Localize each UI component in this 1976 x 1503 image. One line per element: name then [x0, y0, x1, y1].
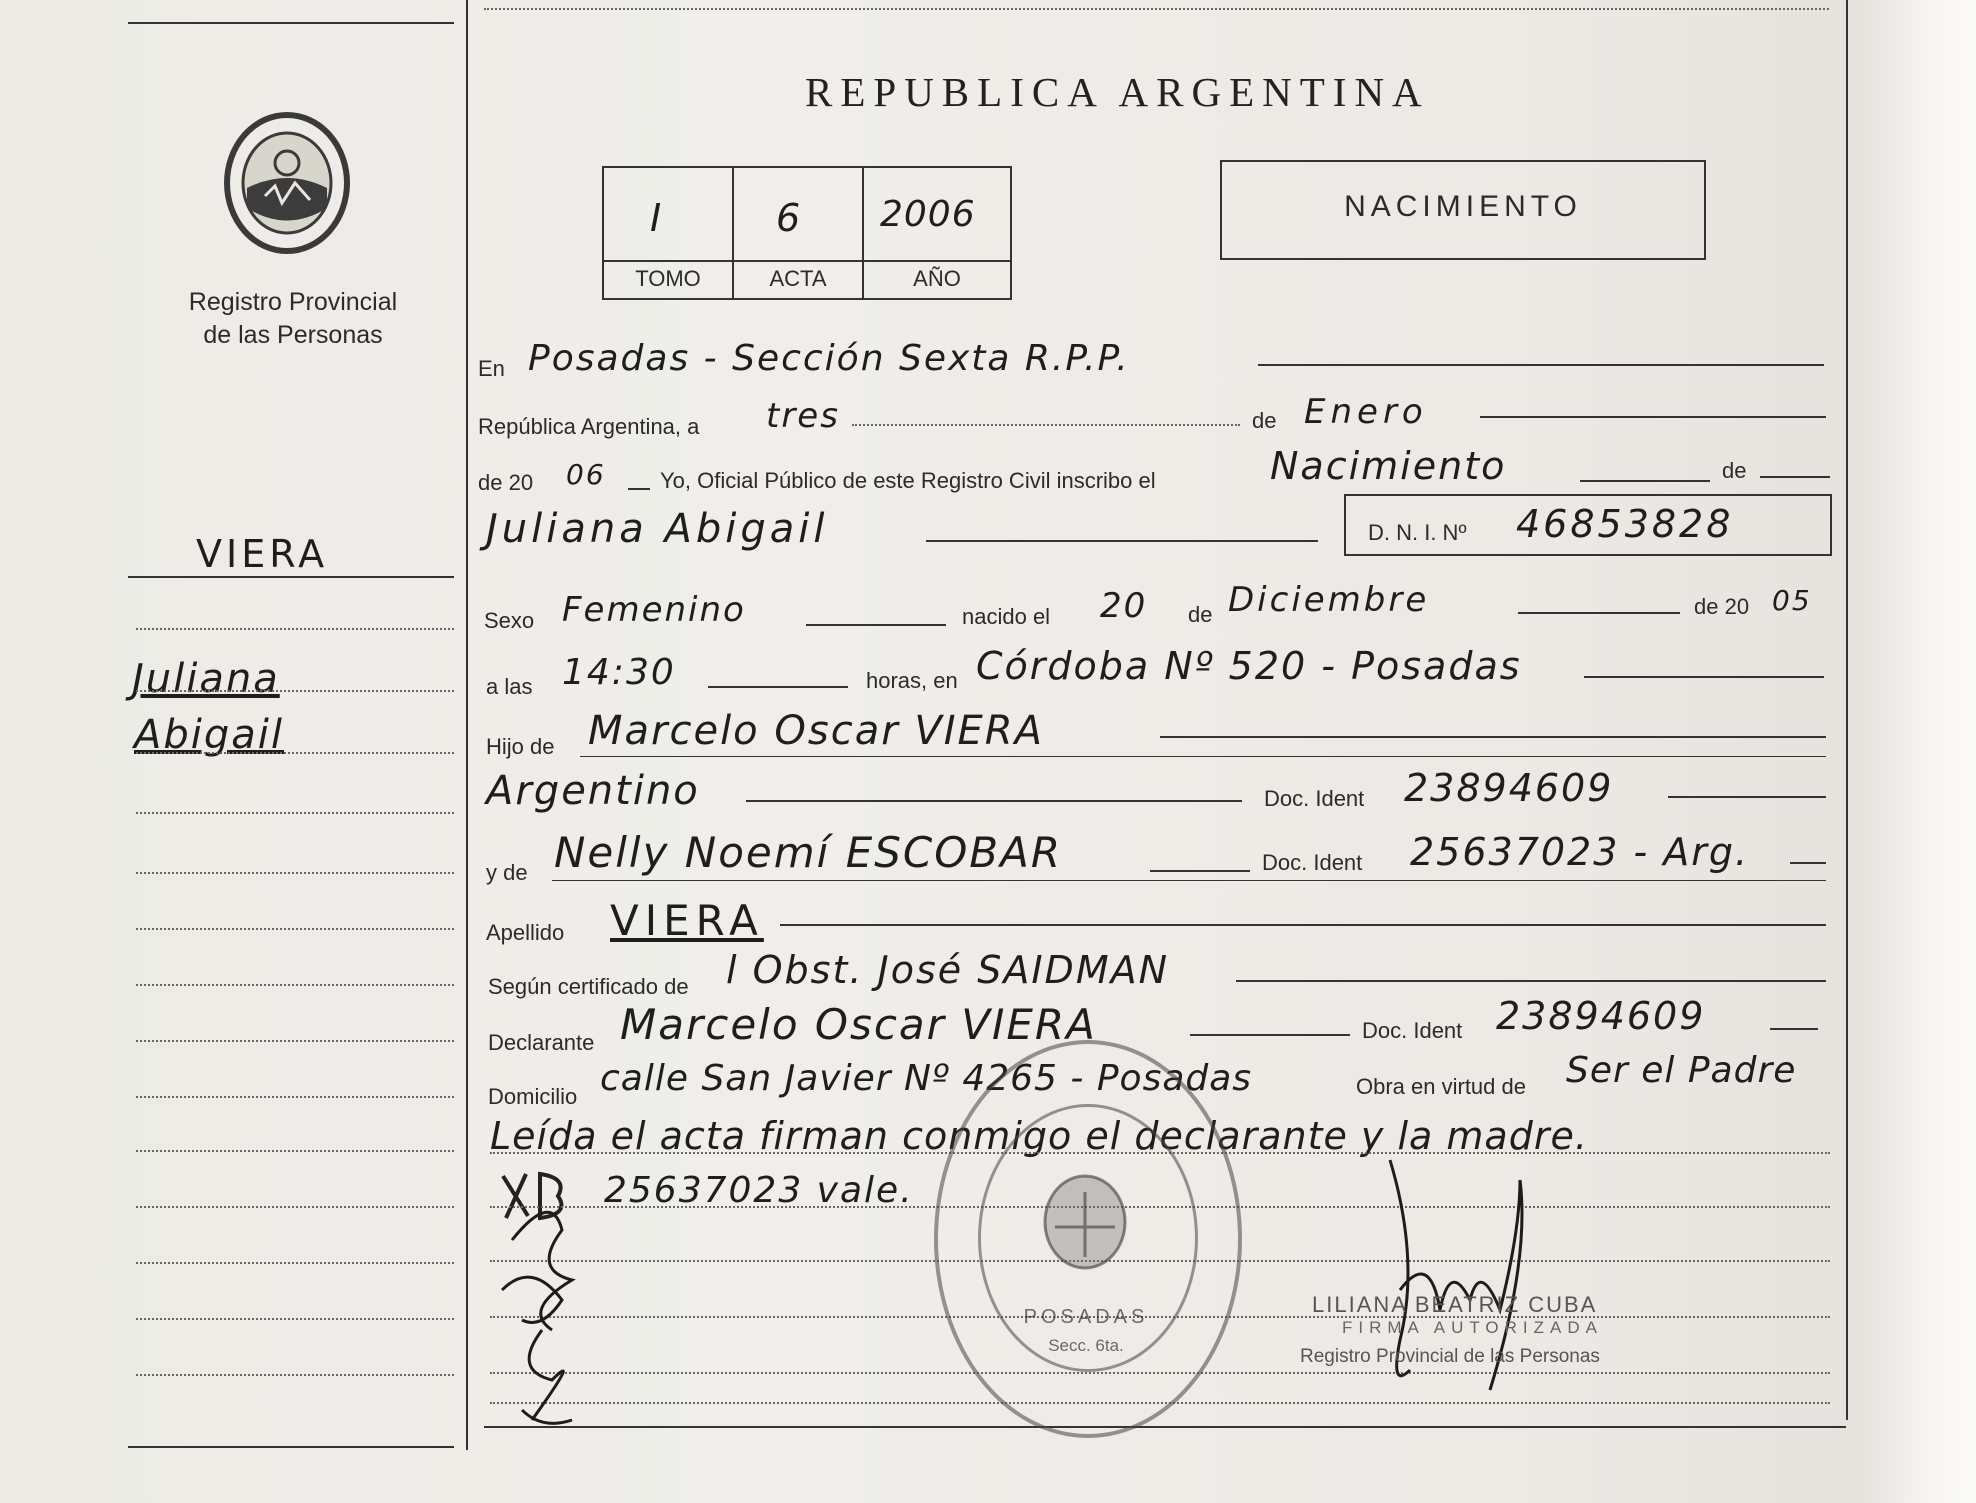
- value-nombre: Juliana Abigail: [486, 506, 829, 552]
- stamp-city: POSADAS: [1023, 1306, 1149, 1328]
- value-domicilio: calle San Javier Nº 4265 - Posadas: [600, 1058, 1253, 1099]
- label-hijo-de: Hijo de: [486, 734, 555, 759]
- left-top-rule: [128, 22, 454, 24]
- authorized-signature-icon: [1370, 1140, 1550, 1410]
- value-sexo: Femenino: [562, 590, 746, 630]
- label-de: de: [1252, 408, 1277, 433]
- line-12-end: [1770, 1028, 1818, 1030]
- margin-bottom-rule: [128, 1446, 454, 1448]
- top-dotted-rule: [484, 8, 1829, 10]
- label-doc-ident-2: Doc. Ident: [1262, 850, 1363, 875]
- registry-name-line2: de las Personas: [203, 321, 383, 349]
- label-apellido: Apellido: [486, 920, 565, 945]
- margin-line-9: [136, 1096, 454, 1098]
- dni-box: [1344, 494, 1832, 556]
- margin-line-13: [136, 1318, 454, 1320]
- margin-surname-rule: [128, 576, 454, 578]
- value-declarante: Marcelo Oscar VIERA: [620, 1000, 1097, 1049]
- line-3-fill: [1580, 480, 1710, 482]
- value-padre: Marcelo Oscar VIERA: [588, 708, 1044, 754]
- margin-surname: VIERA: [196, 532, 329, 576]
- margin-name2: Abigail: [134, 712, 284, 758]
- label-de-20-b: de 20: [1694, 594, 1750, 619]
- margin-line-2: [136, 690, 454, 692]
- line-2-fill-b: [1480, 416, 1826, 418]
- acta-label: ACTA: [769, 266, 827, 291]
- label-en: En: [478, 356, 505, 381]
- margin-line-10: [136, 1150, 454, 1152]
- value-nota: 25637023 vale.: [604, 1170, 914, 1211]
- label-doc-ident: Doc. Ident: [1264, 786, 1365, 811]
- official-role: FIRMA AUTORIZADA: [1342, 1318, 1603, 1337]
- label-republica: República Argentina, a: [478, 414, 700, 439]
- column-divider: [466, 0, 468, 1450]
- label-yo-inscribo: Yo, Oficial Público de este Registro Civil inscribo el: [660, 468, 1156, 493]
- label-sexo: Sexo: [484, 608, 535, 633]
- line-2-fill-a: [852, 424, 1240, 426]
- value-apellido: VIERA: [610, 896, 764, 945]
- value-padre-doc: 23894609: [1404, 766, 1614, 810]
- line-1-fill: [1258, 364, 1824, 366]
- value-hora: 14:30: [562, 652, 676, 693]
- line-7-fill: [1160, 736, 1826, 738]
- margin-line-11: [136, 1206, 454, 1208]
- line-5-fill-b: [1518, 612, 1680, 614]
- right-frame: [1846, 0, 1848, 1420]
- line-9-fill: [1150, 870, 1250, 872]
- margin-line-7: [136, 984, 454, 986]
- value-nacionalidad: Argentino: [486, 768, 700, 814]
- line-5-fill-a: [806, 624, 946, 626]
- line-9-end: [1790, 862, 1826, 864]
- line-11-fill: [1236, 980, 1826, 982]
- line-12-fill: [1190, 1034, 1350, 1036]
- value-acto: Nacimiento: [1270, 444, 1507, 488]
- declarant-signatures-icon: [492, 1180, 612, 1440]
- line-10-fill: [780, 924, 1826, 926]
- registry-name-line1: Registro Provincial: [188, 288, 398, 316]
- margin-line-3: [136, 752, 454, 754]
- doc-type: NACIMIENTO: [1344, 190, 1582, 223]
- country-title: REPUBLICA ARGENTINA: [805, 69, 1430, 115]
- label-a-las: a las: [486, 674, 533, 699]
- province-seal-icon: [220, 108, 354, 258]
- margin-line-14: [136, 1374, 454, 1376]
- value-madre-doc: 25637023 - Arg.: [1410, 830, 1750, 874]
- line-7-under: [580, 756, 1826, 757]
- official-stamp: [934, 1040, 1242, 1438]
- value-dni: 46853828: [1516, 502, 1734, 546]
- value-nac-mes: Diciembre: [1228, 580, 1430, 620]
- margin-name1: Juliana: [132, 656, 280, 702]
- label-de-20: de 20: [478, 470, 534, 495]
- value-lectura: Leída el acta firman conmigo el declarante y la madre.: [490, 1114, 1588, 1158]
- line-8-end: [1668, 796, 1826, 798]
- stamp-sec: Secc. 6ta.: [1048, 1336, 1124, 1355]
- value-nac-dia: 20: [1100, 586, 1148, 626]
- line-3-dash: [628, 488, 650, 490]
- national-seal-icon: [1040, 1172, 1130, 1272]
- label-domicilio: Domicilio: [488, 1084, 578, 1109]
- value-lugar-nac: Córdoba Nº 520 - Posadas: [976, 644, 1522, 688]
- tomo-value: I: [650, 196, 664, 240]
- line-9-under: [552, 880, 1826, 881]
- bottom-rule: [484, 1426, 1846, 1428]
- label-declarante: Declarante: [488, 1030, 595, 1055]
- acta-value: 6: [776, 196, 803, 240]
- label-obra: Obra en virtud de: [1356, 1074, 1526, 1099]
- margin-line-5: [136, 872, 454, 874]
- value-obra: Ser el Padre: [1566, 1050, 1797, 1091]
- value-nac-anio: 05: [1772, 584, 1812, 617]
- label-segun: Según certificado de: [488, 974, 689, 999]
- value-madre: Nelly Noemí ESCOBAR: [554, 828, 1062, 877]
- margin-line-8: [136, 1040, 454, 1042]
- label-de-3: de: [1188, 602, 1213, 627]
- value-lugar: Posadas - Sección Sexta R.P.P.: [528, 338, 1130, 379]
- page-edge: [1856, 0, 1976, 1503]
- margin-line-12: [136, 1262, 454, 1264]
- line-3-end: [1760, 476, 1830, 478]
- label-nacido: nacido el: [962, 604, 1051, 629]
- label-horas-en: horas, en: [866, 668, 958, 693]
- label-y-de: y de: [486, 860, 528, 885]
- official-name: LILIANA BEATRIZ CUBA: [1312, 1292, 1598, 1317]
- ano-value: 2006: [880, 194, 976, 235]
- label-doc-ident-3: Doc. Ident: [1362, 1018, 1463, 1043]
- official-office: Registro Provincial de las Personas: [1300, 1346, 1600, 1367]
- margin-line-4: [136, 812, 454, 814]
- value-anio: 06: [566, 458, 606, 491]
- record-box: [602, 166, 1012, 300]
- margin-line-6: [136, 928, 454, 930]
- line-6-fill-a: [708, 686, 848, 688]
- margin-line-1: [136, 628, 454, 630]
- value-certificado: l Obst. José SAIDMAN: [726, 948, 1170, 992]
- line-8-fill: [746, 800, 1242, 802]
- label-dni: D. N. I. Nº: [1368, 520, 1467, 545]
- line-4-fill: [926, 540, 1318, 542]
- value-mes: Enero: [1304, 392, 1428, 432]
- line-6-fill-b: [1584, 676, 1824, 678]
- tomo-label: TOMO: [635, 266, 701, 291]
- label-de-2: de: [1722, 458, 1747, 483]
- value-declarante-doc: 23894609: [1496, 994, 1706, 1038]
- ano-label: AÑO: [913, 266, 961, 291]
- doc-type-box: [1220, 160, 1706, 260]
- value-dia: tres: [766, 396, 840, 436]
